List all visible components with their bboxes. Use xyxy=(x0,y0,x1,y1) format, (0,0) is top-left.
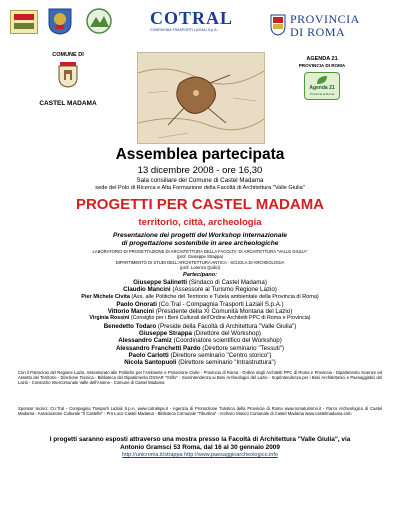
footer-line2: Antonio Gramsci 53 Roma, dal 16 al 30 gennaio 2009 xyxy=(120,444,280,451)
provincia-logo xyxy=(270,10,390,44)
historic-map-image xyxy=(137,52,265,144)
agenda21-line2: PROVINCIA DI ROMA xyxy=(298,62,346,68)
presentation-line4: (prof. Giuseppe Strappa) xyxy=(176,254,224,259)
castle-crest-icon xyxy=(57,60,79,88)
cotral-logo xyxy=(150,8,240,40)
provincia-shield-icon xyxy=(270,14,286,36)
comune-line2: CASTEL MADAMA xyxy=(39,100,97,107)
participant-role: (Assessore al Turismo Regione Lazio) xyxy=(172,286,277,294)
participant-row xyxy=(0,294,400,301)
agenda21-line1: AGENDA 21 xyxy=(306,56,338,62)
comune-line1: COMUNE DI xyxy=(52,52,84,58)
participant-role: (Ass. alle Politiche del Territorio e Tutela ambientale della Provincia di Roma) xyxy=(131,293,319,300)
participant-row xyxy=(0,345,400,352)
participant-row xyxy=(0,286,400,293)
agenda21-badge-text: Agenda 21 xyxy=(309,84,335,91)
participant-role: (Preside della Facoltà di Architettura "Valle Giulia") xyxy=(157,322,297,330)
presentation-line3: LABORATORIO DI PROGETTAZIONE DI ARCHITETTURA DELLA FACOLTA' DI ARCHITETTURA "VALLE GIULIA" xyxy=(92,249,308,254)
footer-links[interactable]: http://unicroma.it/strappa http://www.paesaggioarcheologico.info xyxy=(122,452,278,458)
participant-role: (Direttore seminario "Intrastruttura") xyxy=(178,359,276,367)
participant-name: Claudio Mancini xyxy=(123,286,171,294)
main-subtitle: territorio, città, archeologia xyxy=(138,217,262,228)
agenda21-badge-sub: Provincia di Roma xyxy=(309,91,335,96)
provincia-line2: DI ROMA xyxy=(290,25,346,39)
cotral-name: COTRAL xyxy=(150,8,234,28)
participant-name: Paolo Carlotti xyxy=(128,351,169,359)
participant-name: Nicola Santopuoli xyxy=(124,359,177,367)
participant-name: Alessandro Camiz xyxy=(118,337,172,345)
mountain-emblem-icon xyxy=(85,8,113,34)
participant-row xyxy=(0,279,400,286)
participant-row xyxy=(0,323,400,330)
presentation-line5: DIPARTIMENTO DI STUDI DELL'ARCHITETTURA ANTICA - SCUOLA DI ARCHEOLOGIA xyxy=(115,260,285,265)
participant-role: (Coordinatore scientifico del Workshop) xyxy=(173,337,282,345)
presentation-line1: Presentazione dei progetti del Workshop internazionale xyxy=(113,232,287,239)
agenda21-badge xyxy=(304,72,340,100)
participant-row xyxy=(0,301,400,308)
logo-left-1-stripe xyxy=(14,14,34,20)
provincia-line1: PROVINCIA xyxy=(290,12,360,26)
participant-role: (Consiglio per i Beni Culturali dell'Ordine Architetti PPC di Roma e Provincia) xyxy=(130,315,311,322)
participant-name: Pier Michele Civita xyxy=(81,293,130,300)
participant-name: Alessandro Franchetti Pardo xyxy=(115,344,201,352)
participant-row xyxy=(0,352,400,359)
participant-name: Paolo Onorati xyxy=(116,300,157,308)
logo-left-1-stripe2 xyxy=(14,23,34,29)
event-date: 13 dicembre 2008 - ore 16,30 xyxy=(137,165,263,176)
participants-list xyxy=(0,279,400,367)
agenda21-logo xyxy=(282,56,362,108)
presentation-line6: (prof. Lorenzo Quilici) xyxy=(179,265,221,270)
participant-role: (Sindaco di Castel Madama) xyxy=(188,279,267,286)
participant-name: Vittorio Mancini xyxy=(107,308,154,316)
participant-row xyxy=(0,330,400,337)
sponsors-fine-print: Sponsor tecnici: Co.Tral - Compagnia Trasporti Laziali S.p.A. www.cotralspa.it - Agenzia di Promozione Turistica della Provincia di Roma www.romaturismo.it - Parco Archeologico di Castel Madama - Associazione Culturale "Il Castello" - Pro Loco Castel Madama - Biblioteca Comunale "Tiburtina" - Archivio Storico Comunale di Castel Madama www.castelmadama.com xyxy=(18,406,382,416)
participants-label: Partecipano: xyxy=(183,272,217,278)
main-title: PROGETTI PER CASTEL MADAMA xyxy=(75,196,325,213)
participant-name: Virginia Rossini xyxy=(89,315,130,322)
participant-role: (Direttore seminario "Tessuti") xyxy=(202,344,285,352)
comune-logo xyxy=(38,52,98,106)
participant-role: (Direttore del Workshop) xyxy=(193,330,261,338)
participant-row xyxy=(0,308,400,315)
participant-row xyxy=(0,359,400,366)
shield-icon xyxy=(47,7,73,35)
presentation-line2: di progettazione sostenibile in aree archeologiche xyxy=(121,240,279,247)
map-drawing xyxy=(138,53,264,143)
participant-name: Giuseppe Strappa xyxy=(139,330,192,338)
participant-name: Benedetto Todaro xyxy=(103,322,157,330)
venue-line2: sede del Polo di Ricerca e Alta Formazione della Facoltà di Architettura "Valle Giulia" xyxy=(95,185,305,191)
participant-row xyxy=(0,315,400,322)
logo-left-1 xyxy=(10,10,38,34)
footer-line1: I progetti saranno esposti attraverso una mostra presso la Facoltà di Architettura "Valle Giulia", via xyxy=(49,436,351,443)
event-title: Assemblea partecipata xyxy=(115,146,285,163)
patronage-fine-print: Con il Patrocinio del Regione Lazio, Assessorato alle Politiche per l'Ambiente e Protezione Civile - Provincia di Roma - Ordine degli Architetti PPC di Roma e Provincia - Dipartimento Scienze ed Assetto del Territorio - Direzione Tecnica - Biblioteca del Dipartimento DSSAR "Grillo" - Sovrintendenza ai Beni Archeologici del Lazio - Soprintendenza per i Beni Architettonici e Paesaggistici del Lazio - Consorzio Intercomunale Valle dell'Aniene - Comune di Castel Madama xyxy=(18,370,382,385)
participant-name: Giuseppe Salinetti xyxy=(133,279,188,286)
venue-line1: Sala consiliare del Comune di Castel Madama xyxy=(136,177,264,184)
participant-row xyxy=(0,337,400,344)
participant-role: (Presidente della XI Comunità Montana del Lazio) xyxy=(155,308,293,316)
logo-emblem-3 xyxy=(85,8,113,34)
cotral-subtitle: COMPAGNIA TRASPORTI LAZIALI S.p.A. xyxy=(150,28,218,32)
participant-role: (Co.Tral - Compagnia Trasporti Laziali S.p.A.) xyxy=(158,300,284,308)
participant-role: (Direttore seminario "Centro storico") xyxy=(170,351,272,359)
logo-emblem-2 xyxy=(47,7,73,35)
